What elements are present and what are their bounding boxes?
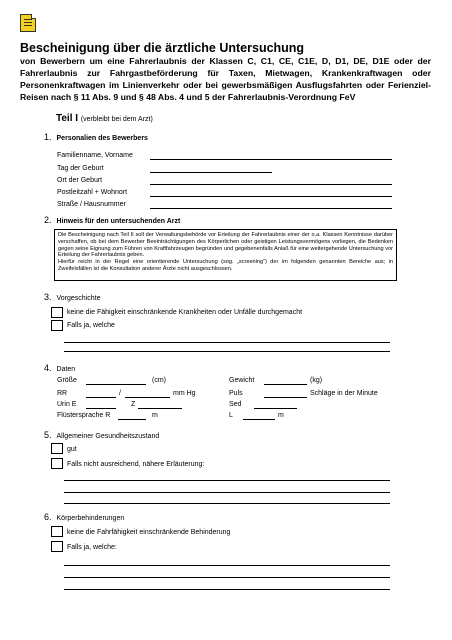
checkbox-illness-yes[interactable] bbox=[51, 320, 63, 331]
notice-paragraph: Die Bescheinigung nach Teil II soll der Verwaltungsbehörde vor Erteilung der Fahrerlaubnis einer der o.a. Klassen Kenntnisse darüber verschaffen, ob bei dem Bewerber Beeinträchtigungen des Körperlichen oder geistigen Leistungsvermögens vorliegen, die Bedenken gegen seine Eignung zum Führen von Kraftfahrzeugen begründen und gegebenenfalls Anlaß für eine weitergehende Untersuchung vor Erteilung der Fahrerlaubnis geben. bbox=[58, 232, 393, 259]
checkbox-label: Falls ja, welche: bbox=[67, 544, 117, 551]
unit-cm: (cm) bbox=[152, 377, 166, 384]
unit-kg: (kg) bbox=[310, 377, 323, 384]
checkbox-health-good[interactable] bbox=[51, 443, 63, 454]
unit-m: m bbox=[278, 412, 284, 419]
label-pulse: Puls bbox=[229, 390, 243, 397]
section-doctor-notice bbox=[44, 215, 180, 225]
section-title: Hinweis für den untersuchenden Arzt bbox=[56, 218, 181, 225]
answer-line[interactable] bbox=[64, 351, 390, 352]
bp-separator: / bbox=[119, 390, 121, 397]
section-disabilities bbox=[44, 512, 124, 522]
answer-line[interactable] bbox=[64, 492, 390, 493]
answer-line[interactable] bbox=[64, 577, 390, 578]
section-number: 5. bbox=[44, 430, 52, 440]
label-weight: Gewicht bbox=[229, 377, 255, 384]
checkbox-label: keine die Fähigkeit einschränkende Krankheiten oder Unfälle durchgemacht bbox=[67, 309, 303, 316]
label-height: Größe bbox=[57, 377, 77, 384]
field-street-input-line[interactable] bbox=[150, 208, 392, 209]
answer-line[interactable] bbox=[64, 480, 390, 481]
input-bp-diastolic[interactable] bbox=[125, 397, 170, 398]
section-history bbox=[44, 292, 101, 302]
input-whisper-right[interactable] bbox=[118, 419, 146, 420]
section-title: Daten bbox=[56, 366, 76, 373]
checkbox-label: Falls ja, welche bbox=[67, 322, 115, 329]
checkbox-label: Falls nicht ausreichend, nähere Erläuterung: bbox=[67, 461, 205, 468]
label-urine-e: Urin E bbox=[57, 401, 77, 408]
section-personal bbox=[44, 132, 148, 142]
checkbox-disability-yes[interactable] bbox=[51, 541, 63, 552]
input-height[interactable] bbox=[86, 384, 146, 385]
input-urine-e[interactable] bbox=[86, 408, 116, 409]
field-name-input-line[interactable] bbox=[150, 159, 392, 160]
document-title: Bescheinigung über die ärztliche Untersuchung bbox=[20, 41, 305, 55]
answer-line[interactable] bbox=[64, 589, 390, 590]
unit-pulse: Schläge in der Minute bbox=[310, 390, 378, 397]
checkbox-label: keine die Fahrfähigkeit einschränkende Behinderung bbox=[67, 529, 231, 536]
input-weight[interactable] bbox=[264, 384, 307, 385]
checkbox-health-insufficient[interactable] bbox=[51, 458, 63, 469]
input-sed[interactable] bbox=[254, 408, 297, 409]
section-data bbox=[44, 363, 75, 373]
input-pulse[interactable] bbox=[264, 397, 307, 398]
unit-mmhg: mm Hg bbox=[173, 390, 196, 397]
input-bp-systolic[interactable] bbox=[86, 397, 116, 398]
input-urine-z[interactable] bbox=[138, 408, 182, 409]
checkbox-no-illness[interactable] bbox=[51, 307, 63, 318]
notice-paragraph: Hierfür reicht in der Regel eine orientierende Untersuchung (sog. „screening“) der im folgenden genannten Bereiche aus; in Zweifelsfällen ist die Konsultation anderer Ärzte nicht ausgeschlossen. bbox=[58, 259, 393, 272]
label-whisper-right: Flüstersprache R bbox=[57, 412, 111, 419]
field-birthplace-input-line[interactable] bbox=[150, 184, 392, 185]
part-heading bbox=[56, 113, 153, 124]
field-city-input-line[interactable] bbox=[150, 196, 392, 197]
document-logo-icon bbox=[20, 14, 36, 32]
section-title: Körperbehinderungen bbox=[56, 515, 125, 522]
section-number: 2. bbox=[44, 215, 52, 225]
label-urine-z: Z bbox=[131, 401, 136, 408]
field-birthdate-input-line[interactable] bbox=[150, 172, 272, 173]
unit-m: m bbox=[152, 412, 158, 419]
label-whisper-left: L bbox=[229, 412, 233, 419]
doctor-notice-box bbox=[54, 229, 397, 281]
label-blood-pressure: RR bbox=[57, 390, 68, 397]
label-sed: Sed bbox=[229, 401, 242, 408]
checkbox-label: gut bbox=[67, 446, 77, 453]
part-note: (verbleibt bei dem Arzt) bbox=[80, 116, 153, 123]
answer-line[interactable] bbox=[64, 503, 390, 504]
checkbox-no-disability[interactable] bbox=[51, 526, 63, 537]
section-number: 6. bbox=[44, 512, 52, 522]
answer-line[interactable] bbox=[64, 565, 390, 566]
document-subtitle: von Bewerbern um eine Fahrerlaubnis der Klassen C, C1, CE, C1E, D, D1, DE, D1E oder der Fahrerlaubnis zur Fahrgastbeförderung für Taxen, Mietwagen, Krankenkraftwagen oder Personenkraftwagen im Linienverkehr oder bei gewerbsmäßigen Ausflugsfahrten oder Ferienziel-Reisen nach § 11 Abs. 9 und § 48 Abs. 4 und 5 der Fahrerlaubnis-Verordnung FeV bbox=[20, 56, 431, 102]
section-number: 1. bbox=[44, 132, 52, 142]
field-label-city: Postleitzahl + Wohnort bbox=[57, 189, 128, 196]
section-title: Allgemeiner Gesundheitszustand bbox=[56, 433, 160, 440]
field-label-birthdate: Tag der Geburt bbox=[57, 165, 104, 172]
field-label-street: Straße / Hausnummer bbox=[57, 201, 126, 208]
section-number: 4. bbox=[44, 363, 52, 373]
field-label-name: Familienname, Vorname bbox=[57, 152, 133, 159]
answer-line[interactable] bbox=[64, 342, 390, 343]
section-title: Vorgeschichte bbox=[56, 295, 101, 302]
field-label-birthplace: Ort der Geburt bbox=[57, 177, 103, 184]
section-number: 3. bbox=[44, 292, 52, 302]
part-label: Teil I bbox=[56, 113, 79, 124]
section-general-health bbox=[44, 430, 159, 440]
section-title: Personalien des Bewerbers bbox=[56, 135, 148, 142]
input-whisper-left[interactable] bbox=[243, 419, 275, 420]
